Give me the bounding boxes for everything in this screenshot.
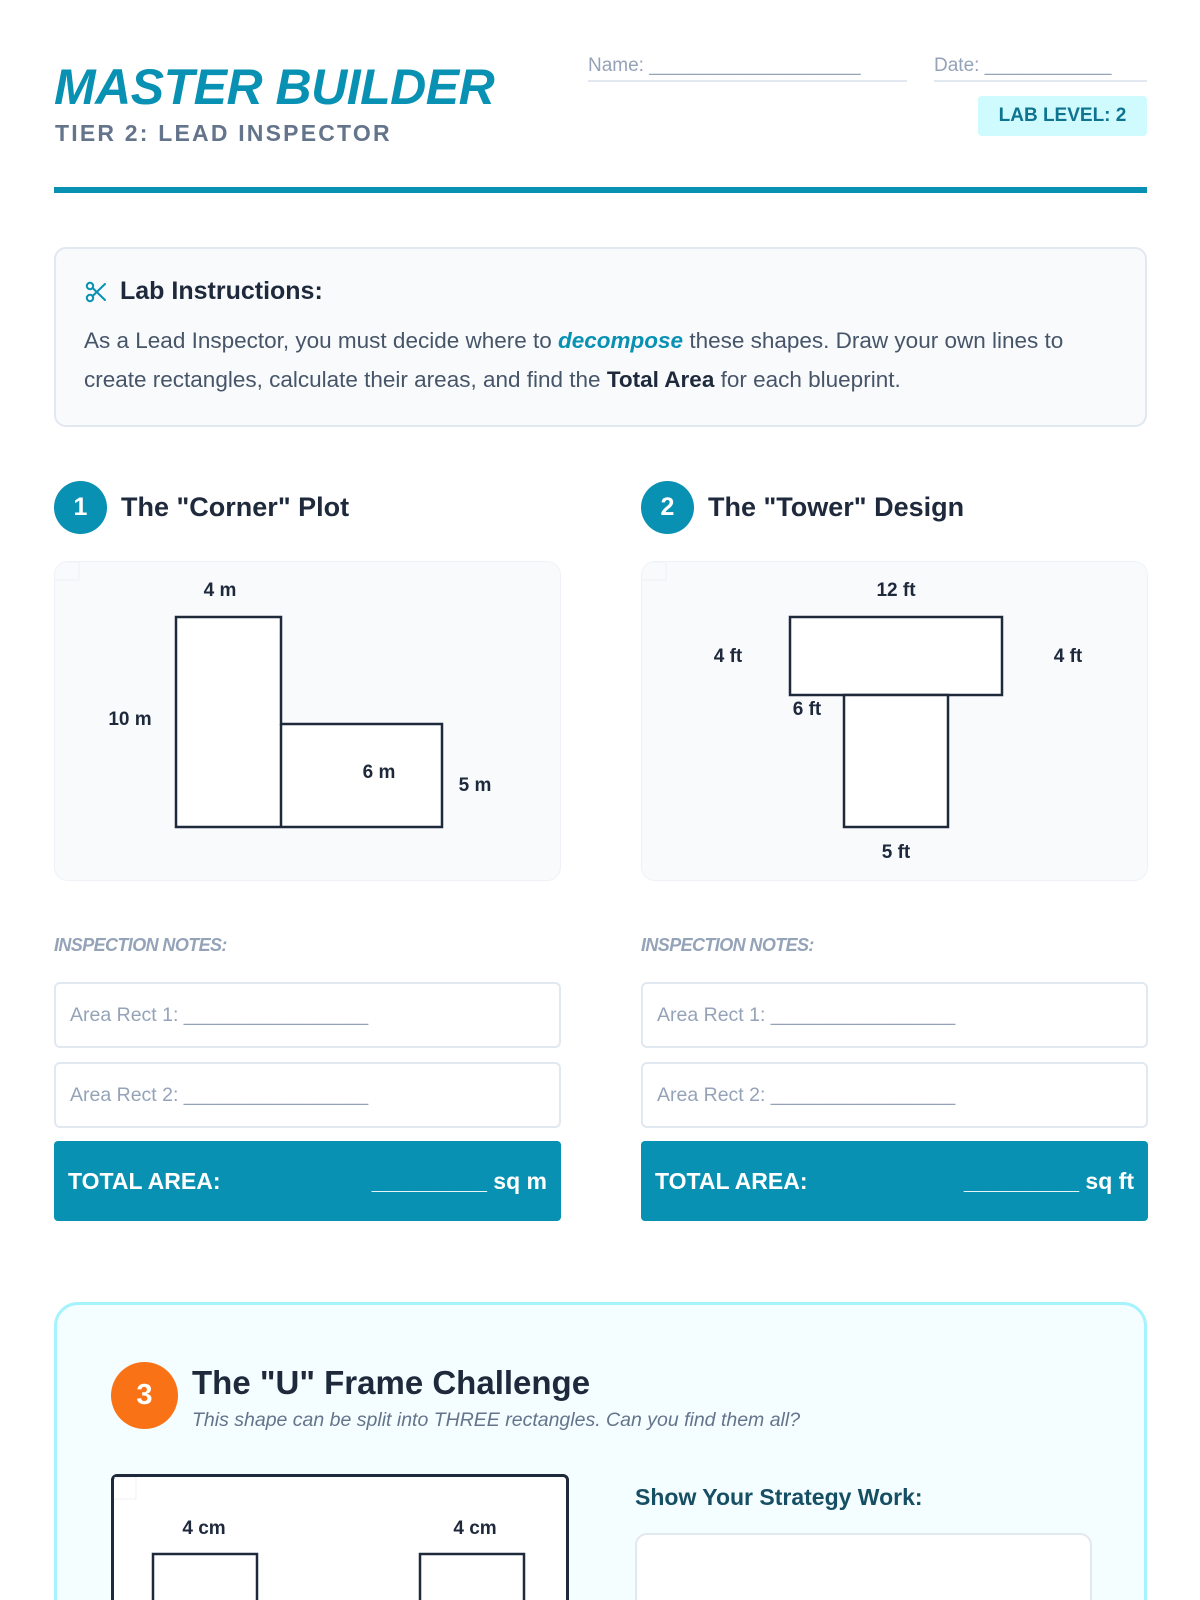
u-frame-svg	[114, 1477, 566, 1600]
instructions-text-part: for each blueprint.	[714, 367, 901, 392]
tower-bottom-rect	[844, 695, 948, 827]
instructions-text-part: As a Lead Inspector, you must decide where to	[84, 328, 559, 353]
area-rect-1-field[interactable]: Area Rect 1: _________________	[641, 982, 1148, 1048]
area-rect-2-field[interactable]: Area Rect 2: _________________	[641, 1062, 1148, 1128]
corner-mark	[55, 562, 79, 580]
label-right: 5 m	[458, 775, 492, 796]
problem-heading	[641, 480, 964, 534]
challenge-number: 3	[111, 1362, 178, 1429]
scissors-icon	[84, 280, 108, 304]
area-rect-2-field[interactable]: Area Rect 2: _________________	[54, 1062, 561, 1128]
u-frame-diagram[interactable]	[111, 1474, 569, 1600]
corner-mark	[114, 1477, 136, 1499]
label-top: 4 m	[203, 580, 237, 601]
worksheet-title: MASTER BUILDER	[54, 59, 495, 115]
tower-top-rect	[790, 617, 1002, 695]
u-left-pillar	[153, 1554, 257, 1600]
label-inner: 6 ft	[792, 699, 822, 720]
instructions-title: Lab Instructions:	[120, 277, 323, 305]
problem-number: 1	[54, 481, 107, 534]
corner-plot-diagram[interactable]	[54, 561, 561, 881]
date-field[interactable]: Date: ____________	[934, 52, 1147, 82]
label-left: 4 ft	[713, 646, 743, 667]
total-area-label: TOTAL AREA:	[68, 1167, 221, 1194]
total-area-value: _________ sq m	[371, 1167, 547, 1194]
u-right-pillar	[420, 1554, 524, 1600]
corner-plot-svg	[55, 562, 561, 881]
worksheet-header	[54, 52, 1147, 192]
total-area-bar[interactable]	[54, 1141, 561, 1221]
label-left: 4 cm	[182, 1518, 226, 1539]
label-top: 12 ft	[876, 580, 916, 601]
problem-title: The "Corner" Plot	[121, 491, 350, 522]
l-shape-outline	[176, 617, 442, 827]
instructions-strong: Total Area	[606, 367, 715, 392]
strategy-work-area[interactable]	[635, 1533, 1092, 1600]
inspection-notes-label: INSPECTION NOTES:	[641, 935, 814, 955]
label-right: 4 cm	[453, 1518, 497, 1539]
label-inner: 6 m	[362, 762, 396, 783]
problem-title: The "Tower" Design	[708, 491, 965, 522]
worksheet-subtitle: TIER 2: LEAD INSPECTOR	[55, 120, 392, 146]
challenge-subtitle: This shape can be split into THREE rectangles. Can you find them all?	[192, 1409, 801, 1431]
tower-design-svg	[642, 562, 1148, 881]
challenge-panel	[54, 1302, 1147, 1600]
header-divider	[54, 187, 1147, 193]
lab-level-badge: LAB LEVEL: 2	[978, 96, 1147, 136]
strategy-label: Show Your Strategy Work:	[635, 1484, 923, 1510]
label-bottom: 5 ft	[881, 842, 911, 863]
instructions-text	[84, 321, 1114, 399]
total-area-bar[interactable]	[641, 1141, 1148, 1221]
instructions-emphasis: decompose	[558, 328, 684, 353]
total-area-label: TOTAL AREA:	[655, 1167, 808, 1194]
challenge-title: The "U" Frame Challenge	[192, 1364, 591, 1401]
corner-mark	[642, 562, 666, 580]
instructions-panel	[54, 247, 1147, 427]
instructions-heading	[84, 277, 323, 306]
instructions-text-part: these shapes. Draw your own lines to create rectangles, calculate their areas, and find the	[84, 328, 1064, 392]
problem-heading	[54, 480, 349, 534]
area-rect-1-field[interactable]: Area Rect 1: _________________	[54, 982, 561, 1048]
name-field[interactable]: Name: ____________________	[588, 52, 907, 82]
label-right: 4 ft	[1053, 646, 1083, 667]
problem-number: 2	[641, 481, 694, 534]
label-left: 10 m	[108, 709, 152, 730]
total-area-value: _________ sq ft	[963, 1167, 1134, 1194]
inspection-notes-label: INSPECTION NOTES:	[54, 935, 227, 955]
tower-design-diagram[interactable]	[641, 561, 1148, 881]
